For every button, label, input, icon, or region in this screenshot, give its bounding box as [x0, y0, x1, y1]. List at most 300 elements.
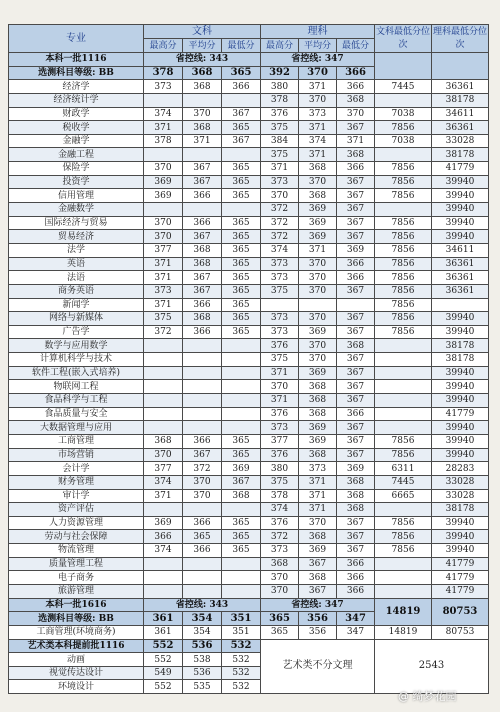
score-cell: 549 [144, 666, 183, 680]
score-cell: 7445 [375, 475, 432, 489]
score-cell [144, 339, 183, 353]
score-cell [222, 203, 261, 217]
score-cell: 38178 [432, 503, 489, 517]
major-name: 经济学 [9, 80, 144, 94]
score-cell: 33028 [432, 134, 489, 148]
score-cell: 371 [144, 121, 183, 135]
art-rank: 2543 [375, 639, 489, 694]
major-row [9, 407, 489, 421]
major-name: 财政学 [9, 107, 144, 121]
score-cell: 36361 [432, 271, 489, 285]
score-cell: 365 [222, 243, 261, 257]
major-name: 国际经济与贸易 [9, 216, 144, 230]
header-row-1 [9, 25, 489, 39]
block3-header-row [9, 639, 489, 653]
major-row [9, 544, 489, 558]
block2-total: 347 [337, 612, 375, 626]
score-cell: 372 [261, 530, 299, 544]
major-row [9, 571, 489, 585]
score-cell [183, 353, 222, 367]
score-cell: 380 [261, 80, 299, 94]
score-cell: 366 [183, 544, 222, 558]
score-cell: 7445 [375, 80, 432, 94]
score-cell: 371 [261, 162, 299, 176]
score-cell: 375 [261, 121, 299, 135]
block3-total: 536 [183, 639, 222, 653]
score-cell: 39940 [432, 380, 489, 394]
score-cell: 369 [299, 216, 337, 230]
score-cell: 377 [261, 434, 299, 448]
block2-control-row [9, 598, 489, 612]
sub-header: 平均分 [299, 39, 337, 53]
score-cell: 532 [222, 666, 261, 680]
score-cell: 7856 [375, 516, 432, 530]
score-cell: 39940 [432, 325, 489, 339]
block2-title: 本科一批1616 [9, 598, 144, 612]
major-name: 工商管理 [9, 434, 144, 448]
score-cell: 6311 [375, 462, 432, 476]
major-name: 财务管理 [9, 475, 144, 489]
score-cell [375, 366, 432, 380]
major-row [9, 93, 489, 107]
major-row [9, 530, 489, 544]
score-cell: 373 [261, 271, 299, 285]
score-cell: 41779 [432, 584, 489, 598]
score-cell: 370 [144, 216, 183, 230]
score-cell: 369 [144, 175, 183, 189]
score-cell: 367 [337, 380, 375, 394]
score-cell [222, 394, 261, 408]
score-cell: 38178 [432, 339, 489, 353]
score-cell: 370 [299, 312, 337, 326]
score-cell: 368 [222, 489, 261, 503]
score-cell: 370 [261, 571, 299, 585]
score-cell: 371 [144, 257, 183, 271]
score-cell: 365 [222, 516, 261, 530]
score-cell: 356 [299, 625, 337, 639]
score-cell: 365 [222, 216, 261, 230]
score-cell [183, 148, 222, 162]
score-cell: 367 [183, 271, 222, 285]
sub-header: 最高分 [261, 39, 299, 53]
score-cell [375, 584, 432, 598]
score-cell [222, 366, 261, 380]
score-cell: 7856 [375, 175, 432, 189]
score-cell: 366 [183, 434, 222, 448]
score-cell [222, 557, 261, 571]
score-cell: 373 [261, 421, 299, 435]
major-row [9, 462, 489, 476]
major-header: 专业 [9, 25, 144, 53]
score-cell: 368 [299, 380, 337, 394]
score-cell: 375 [144, 312, 183, 326]
score-cell: 374 [144, 544, 183, 558]
score-cell: 370 [299, 516, 337, 530]
score-cell: 33028 [432, 489, 489, 503]
score-cell: 365 [222, 298, 261, 312]
score-cell: 368 [299, 571, 337, 585]
score-cell: 367 [299, 557, 337, 571]
score-cell: 28283 [432, 462, 489, 476]
score-cell: 365 [222, 530, 261, 544]
major-row [9, 380, 489, 394]
block1-total: 378 [144, 66, 183, 80]
sub-header: 最低分 [222, 39, 261, 53]
admission-score-table [8, 24, 488, 694]
score-cell: 370 [261, 380, 299, 394]
block2-subject: 选测科目等级: BB [9, 612, 144, 626]
score-cell: 36361 [432, 257, 489, 271]
score-cell: 370 [183, 107, 222, 121]
major-name: 法语 [9, 271, 144, 285]
score-cell: 41779 [432, 557, 489, 571]
score-cell: 370 [144, 448, 183, 462]
score-cell: 368 [299, 407, 337, 421]
score-cell: 7038 [375, 107, 432, 121]
score-cell [222, 571, 261, 585]
score-cell [375, 557, 432, 571]
major-row [9, 503, 489, 517]
score-cell: 365 [222, 544, 261, 558]
major-name: 税收学 [9, 121, 144, 135]
major-row [9, 557, 489, 571]
score-cell: 538 [183, 653, 222, 667]
block1-li-control: 省控线: 347 [261, 53, 375, 67]
block2-total: 14819 [375, 598, 432, 625]
score-cell: 7856 [375, 243, 432, 257]
major-row [9, 516, 489, 530]
major-name: 新闻学 [9, 298, 144, 312]
score-cell: 41779 [432, 162, 489, 176]
score-cell: 367 [183, 448, 222, 462]
score-cell [144, 407, 183, 421]
score-cell: 365 [222, 189, 261, 203]
major-name: 保险学 [9, 162, 144, 176]
major-row [9, 475, 489, 489]
major-name: 大数据管理与应用 [9, 421, 144, 435]
score-cell: 366 [337, 407, 375, 421]
score-cell [375, 394, 432, 408]
score-cell: 375 [261, 475, 299, 489]
score-cell: 7856 [375, 312, 432, 326]
score-cell: 369 [299, 544, 337, 558]
major-name: 旅游管理 [9, 584, 144, 598]
major-row [9, 257, 489, 271]
score-cell: 366 [337, 257, 375, 271]
major-row [9, 175, 489, 189]
score-cell: 39940 [432, 394, 489, 408]
score-cell: 368 [299, 394, 337, 408]
score-cell: 368 [299, 162, 337, 176]
score-cell [375, 407, 432, 421]
score-cell: 39940 [432, 421, 489, 435]
score-cell: 373 [144, 80, 183, 94]
block1-total: 368 [183, 66, 222, 80]
score-cell [183, 93, 222, 107]
block1-control-row [9, 53, 489, 67]
score-cell [375, 353, 432, 367]
score-cell: 369 [222, 462, 261, 476]
major-row [9, 134, 489, 148]
major-name: 物联网工程 [9, 380, 144, 394]
score-cell: 369 [144, 189, 183, 203]
block2-total: 365 [261, 612, 299, 626]
score-cell: 370 [299, 353, 337, 367]
major-name: 数学与应用数学 [9, 339, 144, 353]
score-cell [261, 298, 299, 312]
score-cell: 372 [261, 216, 299, 230]
score-cell: 369 [299, 230, 337, 244]
score-cell: 365 [183, 530, 222, 544]
score-cell: 370 [261, 584, 299, 598]
score-cell: 366 [337, 80, 375, 94]
block2-total: 80753 [432, 598, 489, 625]
score-cell [375, 93, 432, 107]
major-name: 质量管理工程 [9, 557, 144, 571]
score-cell: 373 [299, 107, 337, 121]
major-row [9, 121, 489, 135]
block1-total: 392 [261, 66, 299, 80]
score-cell: 375 [261, 353, 299, 367]
major-row [9, 284, 489, 298]
score-cell: 369 [299, 325, 337, 339]
score-cell: 370 [144, 162, 183, 176]
score-cell: 367 [337, 175, 375, 189]
block1-wen-control: 省控线: 343 [144, 53, 261, 67]
score-cell: 367 [183, 284, 222, 298]
score-cell: 371 [261, 394, 299, 408]
score-cell: 370 [299, 271, 337, 285]
score-cell: 39940 [432, 312, 489, 326]
score-cell: 367 [337, 230, 375, 244]
art-note: 艺术类不分文理 [261, 639, 375, 694]
li-rank-header: 理科最低分位次 [432, 25, 489, 53]
score-cell: 371 [299, 148, 337, 162]
score-cell: 367 [299, 584, 337, 598]
score-cell [144, 353, 183, 367]
score-cell: 372 [261, 230, 299, 244]
major-name: 投资学 [9, 175, 144, 189]
score-cell: 366 [183, 189, 222, 203]
score-cell: 367 [222, 134, 261, 148]
major-row [9, 189, 489, 203]
score-cell: 369 [144, 516, 183, 530]
score-cell: 41779 [432, 407, 489, 421]
major-row [9, 271, 489, 285]
score-cell [144, 394, 183, 408]
score-cell: 377 [144, 462, 183, 476]
major-row [9, 107, 489, 121]
score-cell [375, 503, 432, 517]
score-cell: 371 [144, 298, 183, 312]
score-cell: 371 [144, 489, 183, 503]
score-cell: 365 [222, 434, 261, 448]
score-cell: 7856 [375, 189, 432, 203]
major-row [9, 421, 489, 435]
score-cell: 366 [337, 584, 375, 598]
score-cell: 366 [337, 557, 375, 571]
block2-wen-control: 省控线: 343 [144, 598, 261, 612]
block1-total: 366 [337, 66, 375, 80]
score-cell: 371 [144, 271, 183, 285]
score-cell: 7856 [375, 434, 432, 448]
score-cell: 374 [261, 503, 299, 517]
score-cell: 372 [261, 203, 299, 217]
score-cell: 369 [299, 434, 337, 448]
score-cell: 370 [299, 257, 337, 271]
score-cell: 367 [183, 162, 222, 176]
score-cell [183, 394, 222, 408]
score-cell: 370 [299, 339, 337, 353]
score-cell: 367 [337, 516, 375, 530]
score-cell: 370 [261, 189, 299, 203]
major-name: 广告学 [9, 325, 144, 339]
score-cell: 368 [299, 530, 337, 544]
score-cell: 367 [183, 175, 222, 189]
score-cell: 366 [222, 80, 261, 94]
score-cell: 367 [337, 544, 375, 558]
score-cell: 39940 [432, 530, 489, 544]
major-name: 劳动与社会保障 [9, 530, 144, 544]
score-cell: 367 [183, 230, 222, 244]
score-cell [183, 407, 222, 421]
score-cell: 36361 [432, 121, 489, 135]
score-cell: 369 [299, 366, 337, 380]
score-cell: 373 [299, 462, 337, 476]
major-name: 法学 [9, 243, 144, 257]
score-cell: 374 [144, 107, 183, 121]
score-cell [337, 298, 375, 312]
score-cell: 366 [144, 530, 183, 544]
score-cell: 374 [261, 243, 299, 257]
score-cell [299, 298, 337, 312]
block2-total: 361 [144, 612, 183, 626]
score-cell: 368 [261, 557, 299, 571]
score-cell: 365 [222, 448, 261, 462]
score-cell: 39940 [432, 366, 489, 380]
score-cell [375, 421, 432, 435]
score-cell: 367 [222, 475, 261, 489]
score-cell [183, 571, 222, 585]
score-cell: 373 [261, 312, 299, 326]
score-cell: 378 [144, 134, 183, 148]
score-cell: 367 [337, 325, 375, 339]
score-cell: 368 [299, 189, 337, 203]
score-cell: 36361 [432, 284, 489, 298]
score-cell: 378 [261, 489, 299, 503]
score-cell: 365 [222, 230, 261, 244]
score-cell: 367 [337, 421, 375, 435]
score-cell: 7856 [375, 448, 432, 462]
score-cell: 361 [144, 625, 183, 639]
block1-subject: 选测科目等级: BB [9, 66, 144, 80]
score-cell: 376 [261, 516, 299, 530]
score-cell: 368 [183, 312, 222, 326]
score-cell: 532 [222, 653, 261, 667]
score-cell: 370 [144, 230, 183, 244]
major-name: 电子商务 [9, 571, 144, 585]
major-row [9, 353, 489, 367]
score-cell: 367 [337, 284, 375, 298]
score-cell: 376 [261, 339, 299, 353]
major-row [9, 366, 489, 380]
score-cell [183, 584, 222, 598]
score-cell: 39940 [432, 230, 489, 244]
score-cell: 365 [222, 271, 261, 285]
major-name: 金融学 [9, 134, 144, 148]
major-name: 食品科学与工程 [9, 394, 144, 408]
score-cell: 7856 [375, 298, 432, 312]
score-cell: 366 [183, 516, 222, 530]
score-cell [144, 366, 183, 380]
score-cell: 376 [261, 448, 299, 462]
block1-rank-blank [432, 53, 489, 80]
score-cell: 39940 [432, 448, 489, 462]
score-cell: 351 [222, 625, 261, 639]
score-cell: 38178 [432, 93, 489, 107]
score-cell [222, 421, 261, 435]
score-cell: 373 [261, 257, 299, 271]
major-name: 人力资源管理 [9, 516, 144, 530]
major-row [9, 80, 489, 94]
score-cell: 375 [261, 148, 299, 162]
score-cell: 7856 [375, 325, 432, 339]
score-cell: 369 [299, 203, 337, 217]
block3-title: 艺术类本科提前批1116 [9, 639, 144, 653]
major-name: 物流管理 [9, 544, 144, 558]
major-row [9, 325, 489, 339]
major-row [9, 434, 489, 448]
major-row [9, 394, 489, 408]
score-cell: 373 [261, 325, 299, 339]
major-row [9, 489, 489, 503]
score-cell: 371 [261, 366, 299, 380]
score-cell: 371 [299, 243, 337, 257]
block1-title: 本科一批1116 [9, 53, 144, 67]
major-name: 动画 [9, 653, 144, 667]
score-cell [144, 203, 183, 217]
score-cell: 368 [337, 475, 375, 489]
score-cell: 371 [299, 475, 337, 489]
major-name: 网络与新媒体 [9, 312, 144, 326]
score-cell: 370 [299, 93, 337, 107]
score-cell: 7856 [375, 530, 432, 544]
score-cell: 367 [337, 434, 375, 448]
score-cell: 347 [337, 625, 375, 639]
score-cell: 367 [337, 353, 375, 367]
score-cell [144, 571, 183, 585]
score-cell [222, 93, 261, 107]
sub-header: 平均分 [183, 39, 222, 53]
score-cell: 377 [144, 243, 183, 257]
score-cell: 365 [222, 162, 261, 176]
score-cell: 370 [183, 475, 222, 489]
score-cell [183, 421, 222, 435]
score-cell [144, 421, 183, 435]
score-cell: 33028 [432, 475, 489, 489]
score-cell: 367 [337, 189, 375, 203]
score-cell: 368 [337, 339, 375, 353]
sub-header: 最高分 [144, 39, 183, 53]
score-cell: 384 [261, 134, 299, 148]
score-cell: 365 [222, 284, 261, 298]
score-cell: 371 [299, 489, 337, 503]
score-cell [222, 380, 261, 394]
score-cell: 367 [337, 394, 375, 408]
major-row [9, 230, 489, 244]
score-cell [222, 503, 261, 517]
block3-total: 532 [222, 639, 261, 653]
